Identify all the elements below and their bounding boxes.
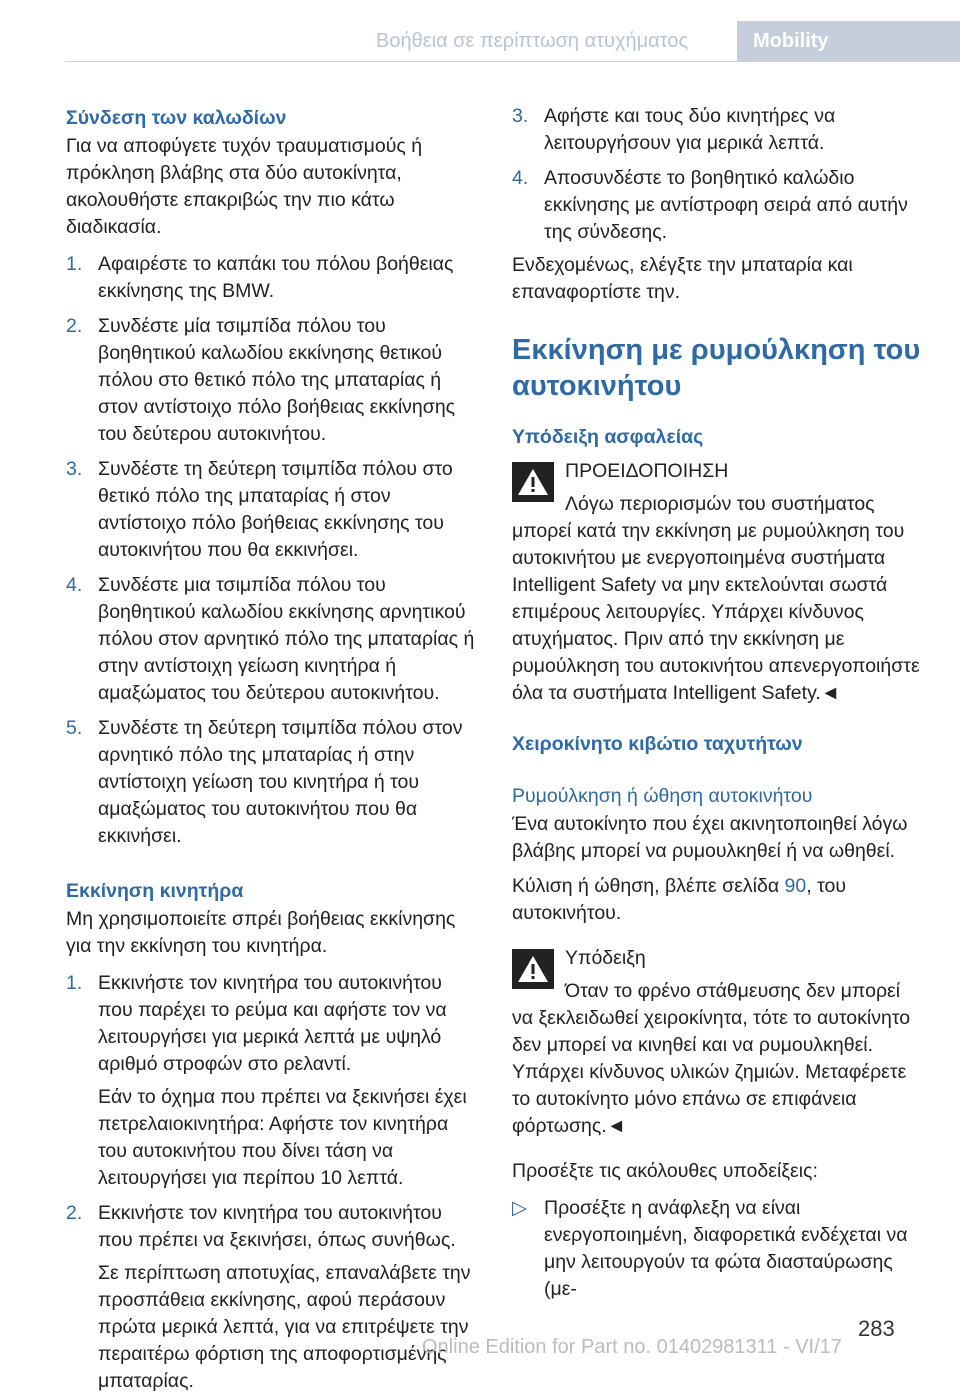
header-rule bbox=[65, 61, 737, 62]
list-item bbox=[512, 165, 924, 246]
list-item bbox=[66, 251, 478, 305]
step-extra: Σε περίπτωση αποτυχίας, επαναλάβετε την προσπάθεια εκκίνησης, αφού περάσουν πρώτα μερικά λεπτά, για να επιτρέψετε την περαιτέρω φόρτιση της αποφορτισμένης μπαταρίας. bbox=[98, 1262, 471, 1392]
list-item bbox=[512, 1195, 924, 1303]
warning-triangle-icon bbox=[512, 949, 554, 989]
step-number: 2. bbox=[66, 1202, 83, 1224]
tow-start-heading: Εκκίνηση με ρυμούλκηση του αυτοκινήτου bbox=[512, 334, 921, 402]
right-column bbox=[512, 103, 924, 1303]
step-number: 1. bbox=[66, 253, 83, 275]
safety-heading: Υπόδειξη ασφαλείας bbox=[512, 426, 704, 448]
step-number: 5. bbox=[66, 717, 83, 739]
warning-block bbox=[512, 458, 924, 707]
warning-label: ΠΡΟΕΙΔΟΠΟΙΗΣΗ bbox=[565, 460, 729, 482]
note-block bbox=[512, 945, 924, 1140]
battery-note: Ενδεχομένως, ελέγξτε την μπαταρία και επαναφορτίστε την. bbox=[512, 254, 853, 303]
towing-text: Ένα αυτοκίνητο που έχει ακινητοποιηθεί λόγω βλάβης μπορεί να ρυμουλκηθεί ή να ωθηθεί. bbox=[512, 813, 908, 862]
step-number: 3. bbox=[66, 458, 83, 480]
step-number: 4. bbox=[512, 167, 529, 189]
bullet-marker-icon: ▷ bbox=[512, 1197, 527, 1219]
cable-steps bbox=[66, 251, 478, 850]
engine-steps bbox=[66, 970, 478, 1395]
bullet-list bbox=[512, 1195, 924, 1303]
section-title: Βοήθεια σε περίπτωση ατυχήματος bbox=[376, 30, 689, 52]
rolling-text-b: , του αυτοκινήτου. bbox=[512, 875, 847, 924]
list-item bbox=[66, 970, 478, 1192]
page-link[interactable]: 90 bbox=[784, 875, 807, 897]
page-header bbox=[0, 0, 960, 62]
step-text: Συνδέστε μία τσιμπίδα πόλου του βοηθητικού καλωδίου εκκίνησης θετικού πόλου στο θετικό πόλο της μπαταρίας ή στον αντίστοιχο πόλο βοήθειας εκκίνησης του δεύτερου αυτοκινήτου. bbox=[98, 315, 456, 445]
note-text: Όταν το φρένο στάθμευσης δεν μπορεί να ξεκλειδωθεί χειροκίνητα, τότε το αυτοκίνητο δεν μπορεί να κινηθεί και να ρυμουλκηθεί. Υπάρχει κίνδυνος υλικών ζημιών. Μεταφέρετε το αυτοκίνητο μόνο επάνω σε επιφάνεια φόρτωσης.◄ bbox=[512, 980, 911, 1137]
cable-heading: Σύνδεση των καλωδίων bbox=[66, 107, 287, 129]
step-text: Συνδέστε τη δεύτερη τσιμπίδα πόλου στον αρνητικό πόλο της μπαταρίας ή στην αντίστοιχη γείωση του κινητήρα ή του αμαξώματος του αυτοκινήτου που θα εκκινήσει. bbox=[98, 717, 463, 847]
step-extra: Εάν το όχημα που πρέπει να ξεκινήσει έχει πετρελαιοκινητήρα: Αφήστε τον κινητήρα του αυτοκινήτου που δίνει τάση να λειτουργήσει για περίπου 10 λεπτά. bbox=[98, 1086, 467, 1189]
note-label: Υπόδειξη bbox=[565, 947, 646, 969]
step-number: 4. bbox=[66, 574, 83, 596]
step-number: 2. bbox=[66, 315, 83, 337]
bullet-text: Προσέξτε η ανάφλεξη να είναι ενεργοποιημένη, διαφορετικά ενδέχεται να μην λειτουργούν τα φώτα διασταύρωσης (με- bbox=[544, 1197, 908, 1300]
towing-subheading: Ρυμούλκηση ή ώθηση αυτοκινήτου bbox=[512, 785, 813, 807]
chapter-tab-label: Mobility bbox=[753, 30, 829, 52]
engine-heading: Εκκίνηση κινητήρα bbox=[66, 880, 244, 902]
step-text: Συνδέστε μια τσιμπίδα πόλου του βοηθητικού καλωδίου εκκίνησης αρνητικού πόλου στον αρνητικό πόλο της μπαταρίας ή στην αντίστοιχη γείωση κινητήρα ή αμαξώματος του δεύτερου αυτοκινήτου. bbox=[98, 574, 475, 704]
cable-intro: Για να αποφύγετε τυχόν τραυματισμούς ή πρόκληση βλάβης στα δύο αυτοκίνητα, ακολουθήστε επακριβώς την πιο κάτω διαδικασία. bbox=[66, 135, 423, 238]
list-item bbox=[66, 572, 478, 707]
step-text: Αποσυνδέστε το βοηθητικό καλώδιο εκκίνησης με αντίστροφη σειρά από αυτήν της σύνδεσης. bbox=[544, 167, 908, 243]
step-text: Αφαιρέστε το καπάκι του πόλου βοήθειας εκκίνησης της BMW. bbox=[98, 253, 454, 302]
list-item bbox=[512, 103, 924, 157]
warning-triangle-icon bbox=[512, 462, 554, 502]
rolling-text-a: Κύλιση ή ώθηση, βλέπε σελίδα bbox=[512, 875, 785, 897]
manual-gearbox-heading: Χειροκίνητο κιβώτιο ταχυτήτων bbox=[512, 733, 803, 755]
chapter-tab bbox=[737, 21, 960, 62]
step-number: 1. bbox=[66, 972, 83, 994]
step-number: 3. bbox=[512, 105, 529, 127]
remaining-steps bbox=[512, 103, 924, 246]
list-item bbox=[66, 715, 478, 850]
left-column bbox=[66, 103, 478, 1395]
list-item bbox=[66, 313, 478, 448]
edition-note: Online Edition for Part no. 01402981311 - VI/17 bbox=[422, 1336, 842, 1358]
step-text: Εκκινήστε τον κινητήρα του αυτοκινήτου που πρέπει να ξεκινήσει, όπως συνήθως. bbox=[98, 1202, 456, 1251]
engine-intro: Μη χρησιμοποιείτε σπρέι βοήθειας εκκίνησης για την εκκίνηση του κινητήρα. bbox=[66, 908, 456, 957]
step-text: Εκκινήστε τον κινητήρα του αυτοκινήτου που παρέχει το ρεύμα και αφήστε τον να λειτουργήσει για μερικά λεπτά με υψηλό αριθμό στροφών στο ρελαντί. bbox=[98, 972, 447, 1075]
list-item bbox=[66, 456, 478, 564]
step-text: Συνδέστε τη δεύτερη τσιμπίδα πόλου στο θετικό πόλο της μπαταρίας ή στον αντίστοιχο πόλο βοήθειας εκκίνησης του αυτοκινήτου που θα εκκινήσει. bbox=[98, 458, 453, 561]
rolling-text bbox=[512, 873, 924, 927]
page-number: 283 bbox=[858, 1316, 895, 1341]
warning-text: Λόγω περιορισμών του συστήματος μπορεί κατά την εκκίνηση με ρυμούλκηση του αυτοκινήτου με ενεργοποιημένα συστήματα Intelligent Safety να μην εκτελούνται σωστά επιμέρους λειτουργίες. Υπάρχει κίνδυνος ατυχήματος. Πριν από την εκκίνηση με ρυμούλκηση του αυτοκινήτου απενεργοποιήστε όλα τα συστήματα Intelligent Safety.◄ bbox=[512, 493, 920, 704]
step-text: Αφήστε και τους δύο κινητήρες να λειτουργήσουν για μερικά λεπτά. bbox=[544, 105, 836, 154]
follow-text: Προσέξτε τις ακόλουθες υποδείξεις: bbox=[512, 1160, 818, 1182]
list-item bbox=[66, 1200, 478, 1395]
